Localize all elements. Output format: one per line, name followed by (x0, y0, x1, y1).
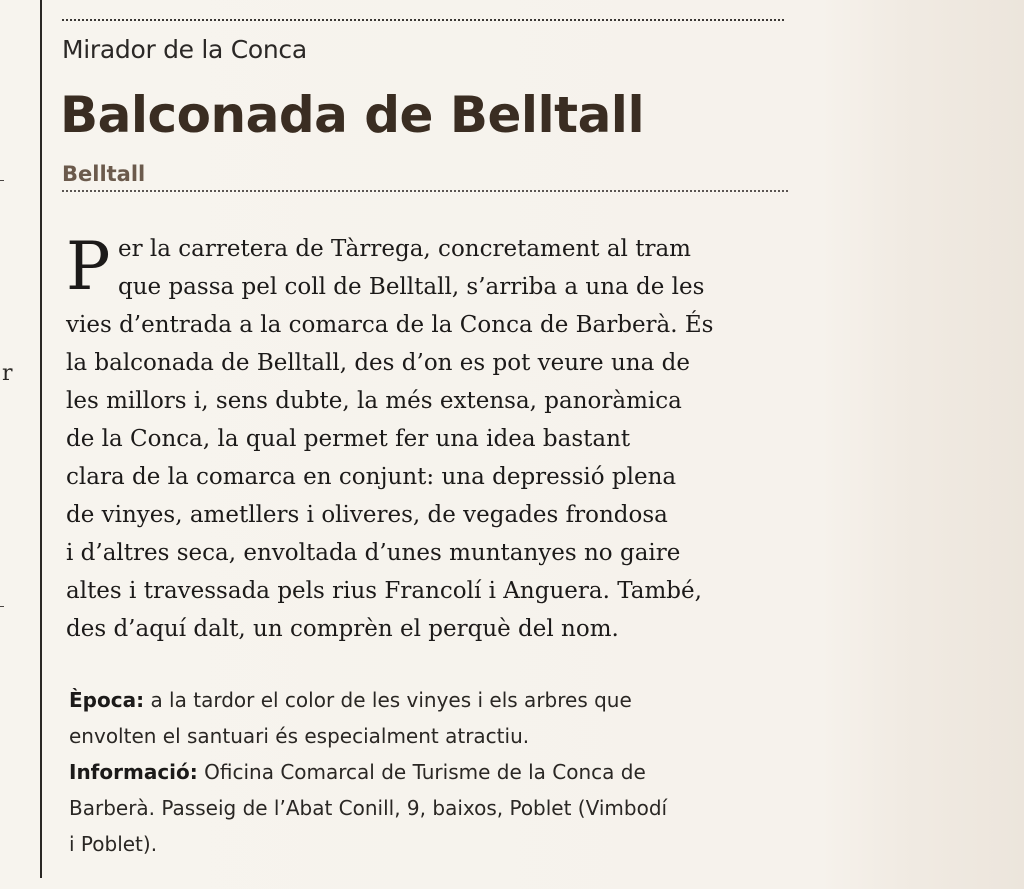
header-dotted-divider (62, 190, 788, 192)
body-line: i d’altres seca, envoltada d’unes muntanyes no gaire (66, 540, 681, 566)
article-subtitle: Belltall (62, 162, 146, 186)
kicker: Mirador de la Conca (62, 35, 307, 64)
article-title: Balconada de Belltall (60, 86, 645, 144)
epoca-line: envolten el santuari és especialment atractiu. (69, 724, 530, 748)
informacio-line: Barberà. Passeig de l’Abat Conill, 9, baixos, Poblet (Vimbodí (69, 796, 668, 820)
top-dotted-divider (62, 19, 784, 21)
informacio-line (69, 754, 646, 790)
epoca-label: Època: (69, 688, 145, 712)
drop-cap: P (66, 228, 111, 305)
body-line: la balconada de Belltall, des d’on es pot veure una de (66, 350, 690, 376)
informacio-line: i Poblet). (69, 832, 158, 856)
body-line: les millors i, sens dubte, la més extensa, panoràmica (66, 388, 682, 414)
body-line: vies d’entrada a la comarca de la Conca de Barberà. És (66, 312, 714, 338)
epoca-text: a la tardor el color de les vinyes i els arbres que (150, 688, 632, 712)
body-line: clara de la comarca en conjunt: una depressió plena (66, 464, 677, 490)
epoca-line (69, 682, 632, 718)
informacio-text: Oficina Comarcal de Turisme de la Conca de (204, 760, 646, 784)
informacio-label: Informació: (69, 760, 198, 784)
body-line: er la carretera de Tàrrega, concretament al tram (118, 236, 691, 262)
body-line: que passa pel coll de Belltall, s’arriba a una de les (118, 274, 705, 300)
body-line: des d’aquí dalt, un comprèn el perquè del nom. (66, 616, 619, 642)
body-line: altes i travessada pels rius Francolí i Anguera. També, (66, 578, 702, 604)
column-rule (40, 0, 42, 878)
body-line: de vinyes, ametllers i oliveres, de vegades frondosa (66, 502, 668, 528)
margin-tick (0, 606, 4, 607)
body-line: de la Conca, la qual permet fer una idea bastant (66, 426, 631, 452)
margin-letter: r (2, 361, 13, 386)
margin-tick (0, 180, 4, 181)
